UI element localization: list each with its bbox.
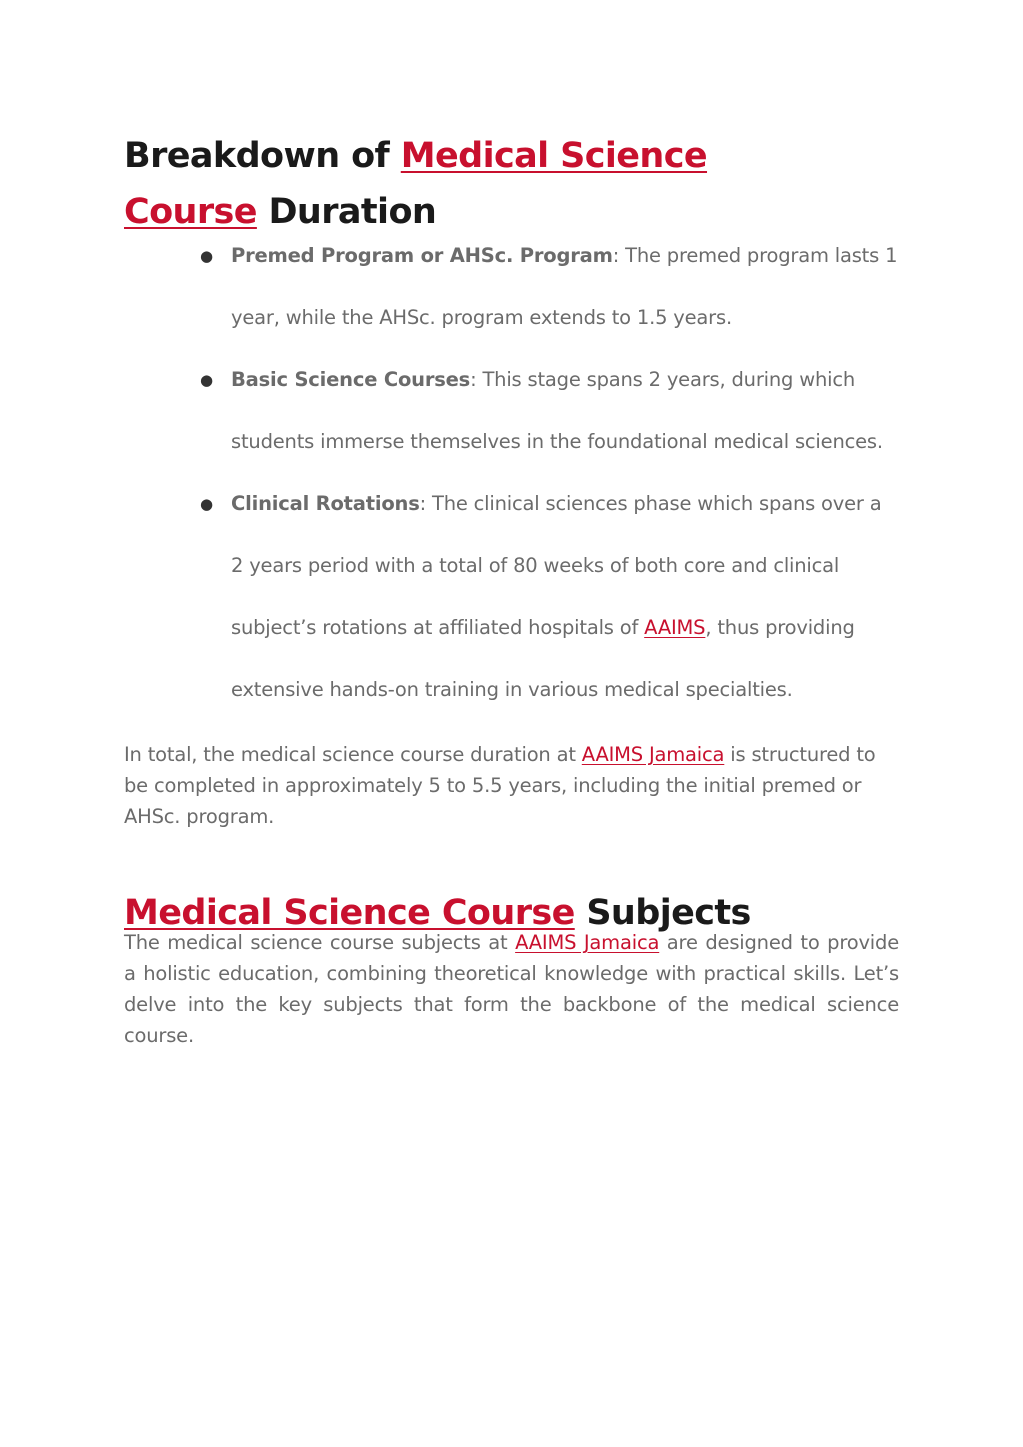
list-item	[124, 349, 899, 473]
section-heading-duration	[124, 128, 744, 240]
para-text-after-link: are designed to provide a holistic education, combining theoretical knowledge with practical skills. Let’s delve into the key subjects that form the backbone of the medical science course.	[124, 931, 899, 1047]
heading-link-line2: Course	[124, 192, 257, 232]
summary-text-before-link: In total, the medical science course duration at	[124, 743, 582, 766]
heading-prefix: Breakdown of	[124, 136, 401, 176]
aaims-jamaica-link[interactable]: AAIMS Jamaica	[581, 743, 725, 766]
bullet-text: : The premed program lasts 1 year, while the AHSc. program extends to 1.5 years.	[231, 244, 898, 329]
bullet-title: Clinical Rotations	[231, 492, 420, 515]
aaims-link[interactable]: AAIMS	[644, 616, 706, 639]
summary-text-after-link: is structured to be completed in approximately 5 to 5.5 years, including the initial premed or AHSc. program.	[124, 743, 876, 828]
bullet-icon: ●	[200, 247, 213, 265]
bullet-icon: ●	[200, 371, 213, 389]
heading-suffix: Duration	[256, 192, 437, 232]
medical-science-course-link[interactable]: Medical Science Course	[124, 893, 575, 933]
bullet-title: Premed Program or AHSc. Program	[231, 244, 613, 267]
document-page	[124, 128, 899, 1051]
subjects-intro-paragraph	[124, 927, 899, 1051]
bullet-text: : This stage spans 2 years, during which students immerse themselves in the foundational medical sciences.	[231, 368, 883, 453]
aaims-jamaica-link[interactable]: AAIMS Jamaica	[515, 931, 660, 954]
duration-bullet-list	[124, 225, 899, 721]
list-item	[124, 225, 899, 349]
heading-suffix: Subjects	[574, 893, 751, 933]
list-item	[124, 473, 899, 721]
bullet-icon: ●	[200, 495, 213, 513]
heading-link-line1: Medical Science	[400, 136, 708, 176]
bullet-text-before-link: : The clinical sciences phase which spans over a 2 years period with a total of 80 weeks of both core and clinical subject’s rotations at affiliated hospitals of	[231, 492, 882, 639]
bullet-text-after-link: , thus providing extensive hands-on training in various medical specialties.	[231, 616, 855, 701]
para-text-before-link: The medical science course subjects at	[124, 931, 516, 954]
bullet-title: Basic Science Courses	[231, 368, 471, 391]
duration-summary-paragraph	[124, 739, 899, 832]
